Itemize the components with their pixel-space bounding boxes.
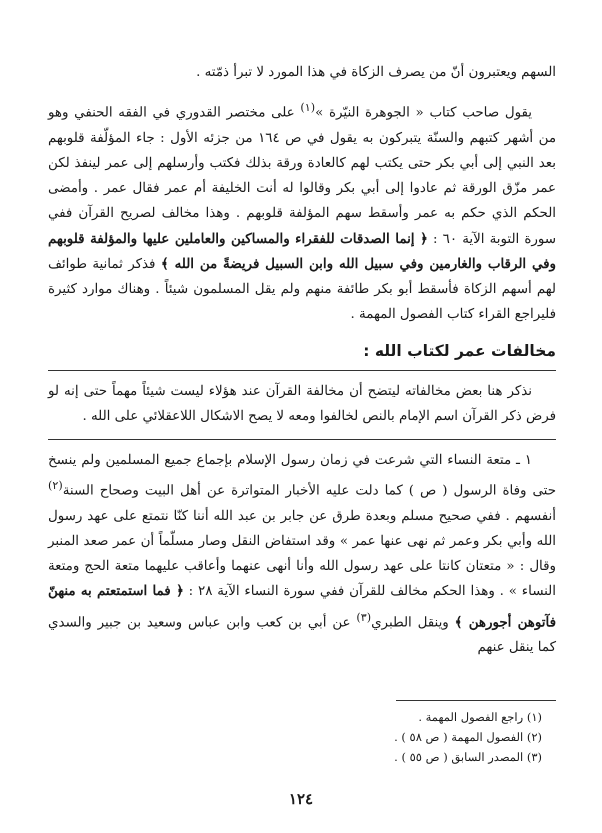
paragraph-text: عن أبي بن كعب وابن عباس وسعيد بن جبير والسدي كما ينقل عنهم	[48, 615, 556, 656]
paragraph-mutah	[48, 448, 556, 661]
paragraph-text: ١ ـ متعة النساء التي شرعت في زمان رسول الإسلام بإجماع جميع المسلمين ولم ينسخ حتى وفاة الرسول ( ص ) كما دلت عليه الأخبار المتواترة عن أهل البيت وصحاح السنة	[48, 452, 556, 499]
paragraph-jawhara	[48, 95, 556, 327]
quran-verse: ﴿ فما استمتعتم به منهنّ فآتوهن أجورهن ﴾	[48, 583, 556, 631]
page-body	[48, 60, 556, 670]
footnote-3: (٣) المصدر السابق ( ص ٥٥ ) .	[394, 750, 542, 764]
heading-divider	[48, 370, 556, 371]
footnote-ref: (١)	[300, 101, 316, 115]
footnote-1: (١) راجع الفصول المهمة .	[418, 710, 542, 724]
page-number: ١٢٤	[288, 790, 314, 808]
footnote-rule	[396, 700, 556, 701]
paragraph-text: وينقل الطبري	[371, 615, 455, 631]
paragraph-intro: نذكر هنا بعض مخالفاته ليتضح أن مخالفة القرآن عند هؤلاء ليست شيئاً مهماً حتى إنه لو فرض ذكر القرآن اسم الإمام بالنص لخالفوا ومعه لا يصح الاشكال اللاعقلائي على الله .	[48, 383, 556, 424]
section-divider	[48, 439, 556, 440]
section-heading: مخالفات عمر لكتاب الله :	[363, 341, 556, 360]
paragraph-text: أنفسهم . ففي صحيح مسلم وبعدة طرق عن جابر بن عبد الله أننا كنّا نتمتع على عهد رسول الله وأبي بكر وعمر ثم نهى عنها عمر » وقد استفاض النقل وصار مسلّماً أن عمر صعد المنبر وقال : « متعتان كانتا على عهد رسول الله وأنا أنهى عنهما وأعاقب عليهما متعة الحج ومتعة النساء » . وهذا الحكم مخالف للقرآن ففي سورة النساء الآية ٢٨ :	[48, 508, 556, 600]
footnote-2: (٢) الفصول المهمة ( ص ٥٨ ) .	[394, 730, 542, 744]
paragraph-text: يقول صاحب كتاب « الجوهرة النيّرة »	[315, 105, 532, 121]
paragraph-carryover: السهم ويعتبرون أنّ من يصرف الزكاة في هذا المورد لا تبرأ ذمّته .	[196, 65, 556, 80]
paragraph-text: على مختصر القدوري في الفقه الحنفي وهو من أشهر كتبهم والسنّة يتبركون به يقول في ص ١٦٤ من جزئه الأول : جاء المؤلّفة قلوبهم بعد النبي إلى أبي بكر حتى يكتب لهم كالعادة ورقة بذلك فكتب وأرسلهم إلى عمر لينفذ لكن عمر مزّق الورقة ثم عادوا إلى أبي بكر وقالوا له أنت الخليفة أم عمر فقال عمر . وأمضى الحكم الذي حكم به عمر وأسقط سهم المؤلفة قلوبهم . وهذا مخالف لصريح القرآن ففي سورة التوبة الآية ٦٠ :	[48, 105, 556, 247]
footnote-ref: (٣)	[356, 610, 372, 624]
footnote-ref: (٢)	[48, 479, 63, 493]
footnotes	[48, 700, 556, 767]
quran-verse: ﴿ إنما الصدقات للفقراء والمساكين والعاملين عليها والمؤلفة قلوبهم وفي الرقاب والغارمين وفي سبيل الله وابن السبيل فريضةً من الله ﴾	[48, 230, 557, 272]
paragraph-text: فذكر ثمانية طوائف لهم أسهم الزكاة فأسقط أبو بكر طائفة منهم ولم يقل المسلمون شيئاً . وهناك موارد كثيرة فليراجع القراء كتاب الفصول المهمة .	[48, 256, 556, 323]
